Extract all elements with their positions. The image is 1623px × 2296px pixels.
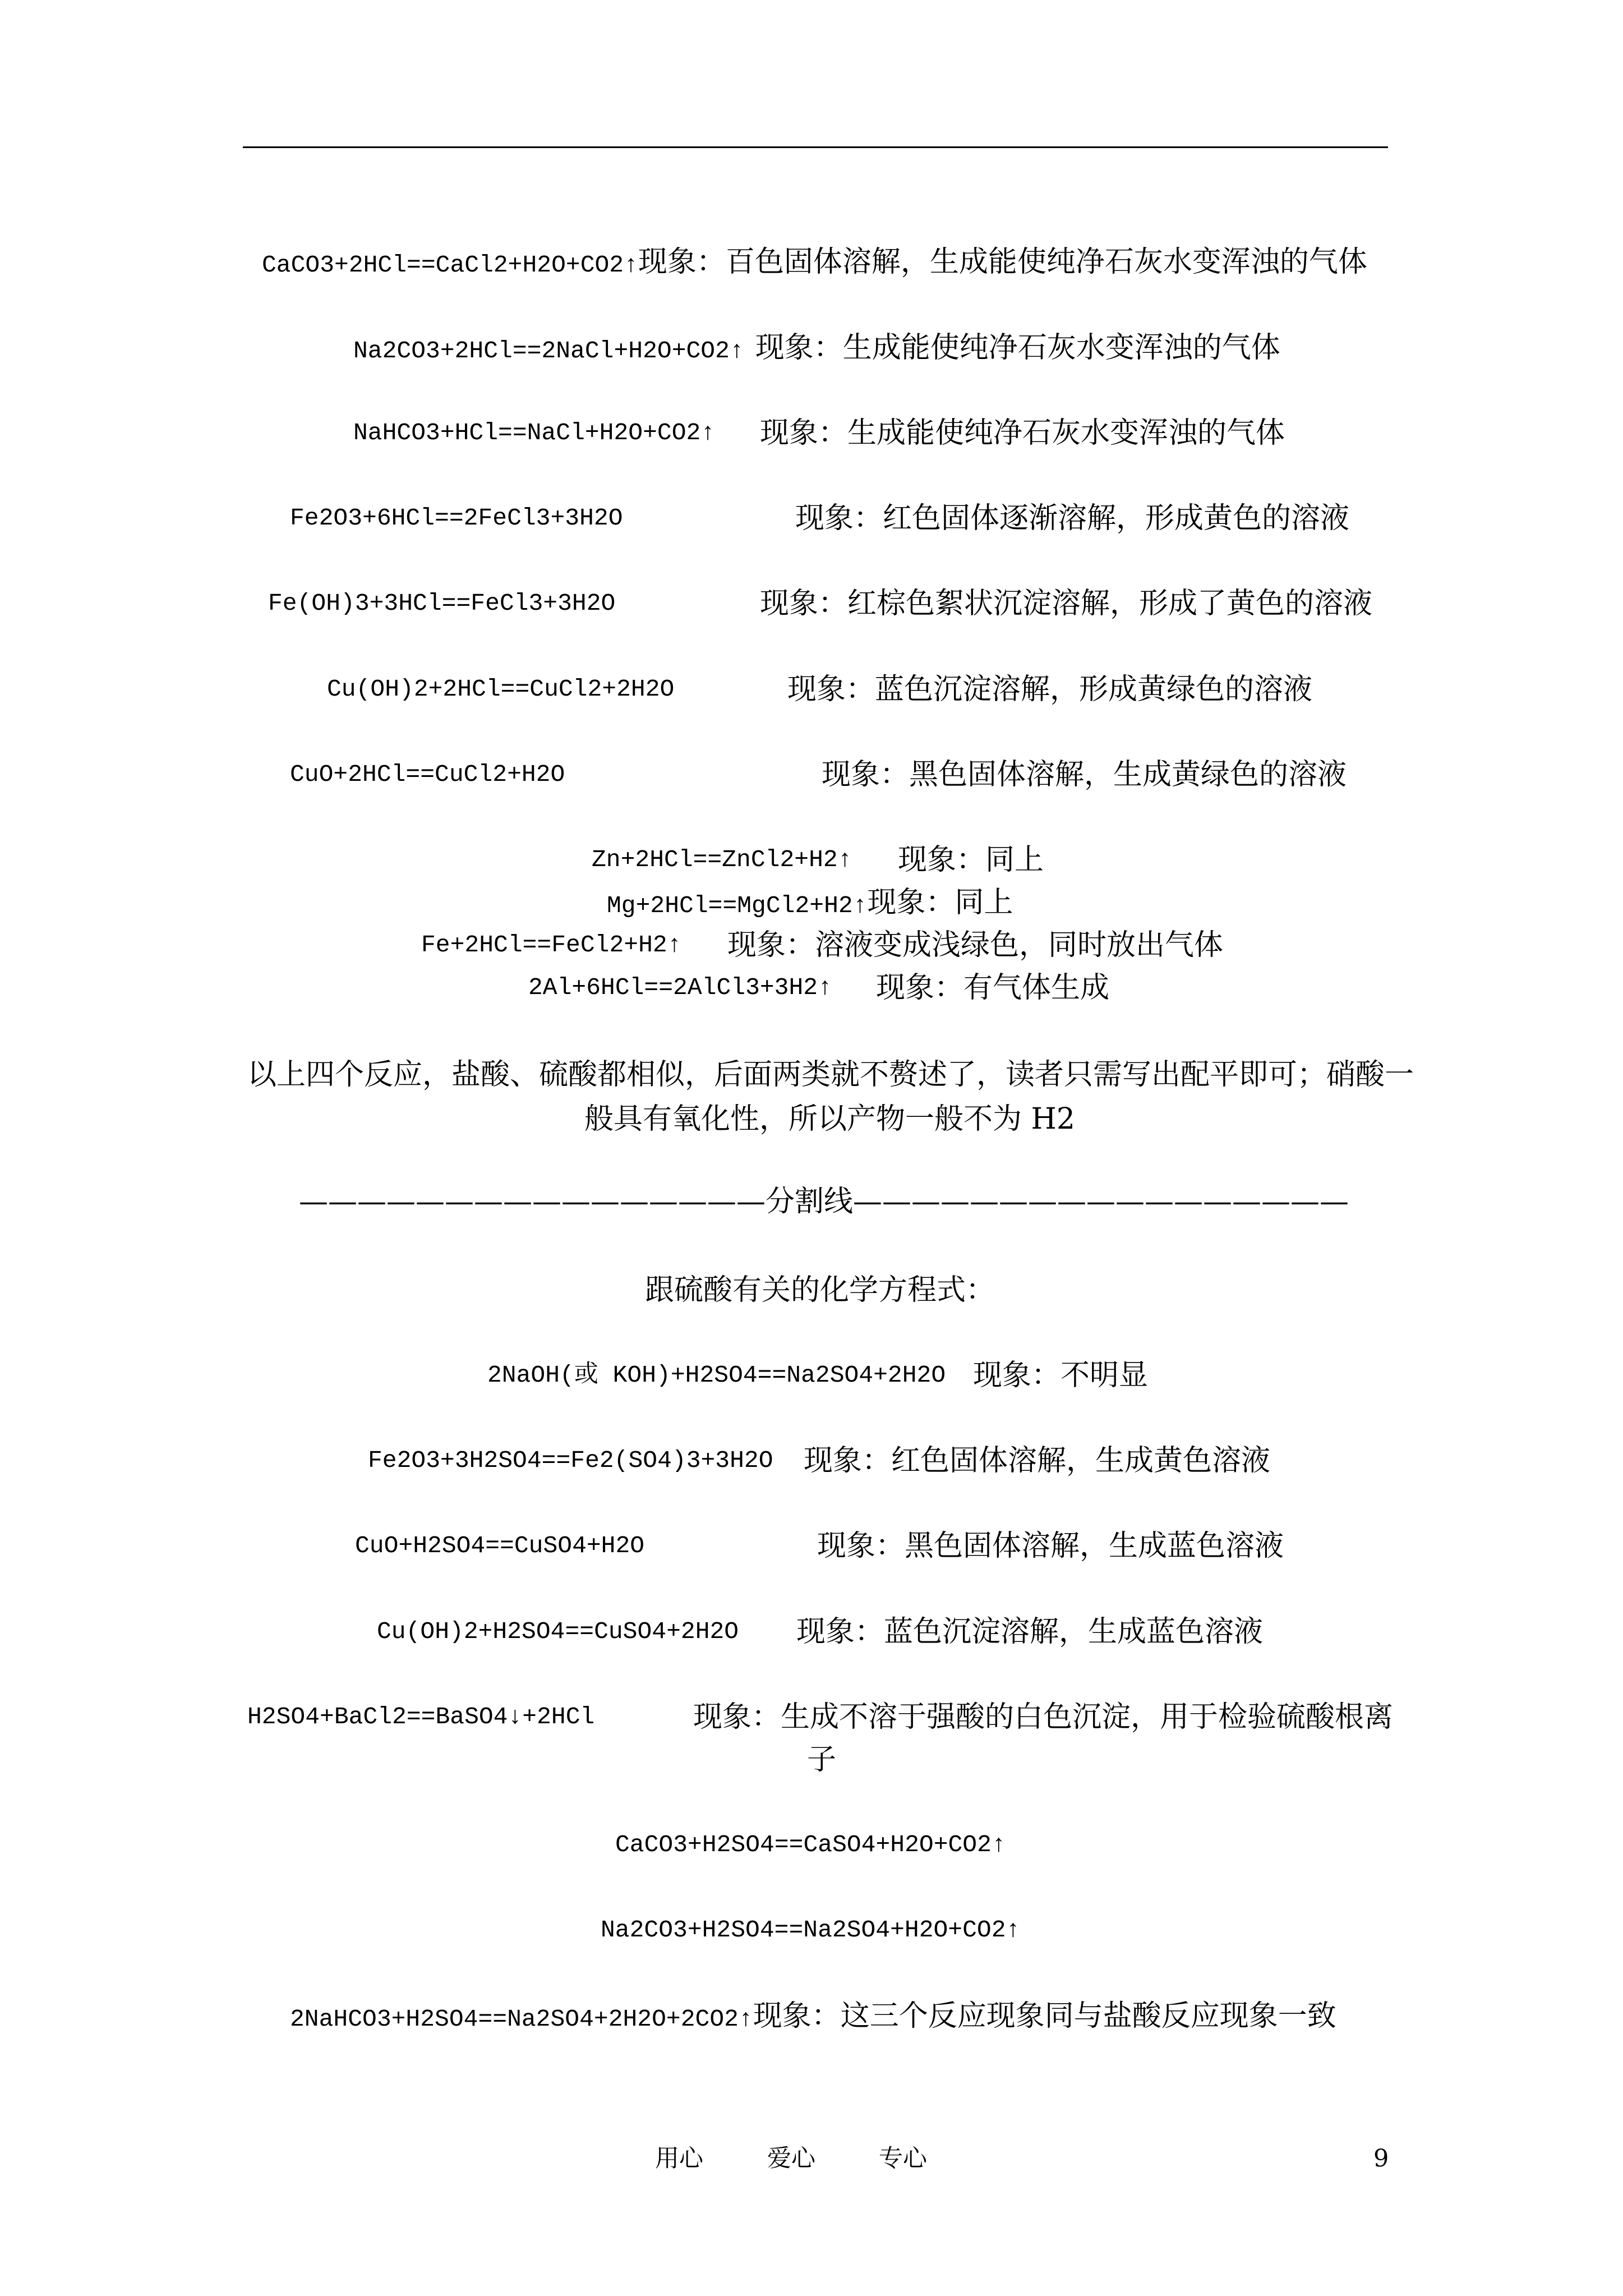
- h2so4-equation: 2NaOH(或 KOH)+H2SO4==Na2SO4+2H2O: [487, 1361, 946, 1389]
- h2so4-phenomenon: 现象：黑色固体溶解，生成蓝色溶液: [817, 1529, 1284, 1563]
- h2so4-equation: CuO+H2SO4==CuSO4+H2O: [355, 1532, 645, 1559]
- h2so4-equation: Cu(OH)2+H2SO4==CuSO4+2H2O: [377, 1618, 739, 1645]
- hcl-equation: Cu(OH)2+2HCl==CuCl2+2H2O: [327, 675, 675, 703]
- h2so4-equation: Fe2O3+3H2SO4==Fe2(SO4)3+3H2O: [368, 1447, 773, 1474]
- hcl-equation: CuO+2HCl==CuCl2+H2O: [290, 761, 565, 788]
- divider-text: ————————————————分割线—————————————————: [299, 1185, 1349, 1218]
- h2so4-phenomenon: 现象：这三个反应现象同与盐酸反应现象一致: [753, 1999, 1336, 2033]
- hcl-phenomenon: 现象：有气体生成: [876, 971, 1110, 1005]
- page-number: 9: [1373, 2145, 1389, 2173]
- hcl-phenomenon: 现象：百色固体溶解，生成能使纯净石灰水变浑浊的气体: [638, 245, 1367, 279]
- h2so4-phenomenon: 现象：不明显: [973, 1359, 1149, 1392]
- hcl-equation: CaCO3+2HCl==CaCl2+H2O+CO2↑: [262, 251, 638, 279]
- hcl-phenomenon: 现象：生成能使纯净石灰水变浑浊的气体: [760, 416, 1285, 450]
- note-line: 般具有氧化性，所以产物一般不为 H2: [584, 1102, 1075, 1136]
- h2so4-reaction-row: [290, 1999, 1336, 2033]
- hcl-phenomenon: 现象：红棕色絮状沉淀溶解，形成了黄色的溶液: [760, 587, 1373, 620]
- h2so4-equation: 2NaHCO3+H2SO4==Na2SO4+2H2O+2CO2↑: [290, 2005, 753, 2033]
- h2so4-equation: CaCO3+H2SO4==CaSO4+H2O+CO2↑: [615, 1831, 1006, 1858]
- footer-slogan: 专心: [879, 2145, 927, 2173]
- hcl-equation: Mg+2HCl==MgCl2+H2↑: [607, 892, 868, 919]
- hcl-equation: Na2CO3+2HCl==2NaCl+H2O+CO2↑: [353, 337, 744, 365]
- note-line: 以上四个反应，盐酸、硫酸都相似，后面两类就不赘述了，读者只需写出配平即可；硝酸一: [247, 1058, 1414, 1092]
- h2so4-phenomenon: 现象：蓝色沉淀溶解，生成蓝色溶液: [796, 1615, 1264, 1649]
- h2so4-phenomenon: 现象：生成不溶于强酸的白色沉淀，用于检验硫酸根离: [693, 1700, 1394, 1734]
- h2so4-phenomenon-continuation: 子: [807, 1743, 837, 1777]
- hcl-reaction-row: [607, 886, 1013, 919]
- hcl-reaction-row: [353, 331, 1280, 365]
- hcl-reaction-row: [262, 245, 1367, 279]
- hcl-equation: Fe2O3+6HCl==2FeCl3+3H2O: [290, 504, 623, 532]
- footer-slogan: 爱心: [767, 2145, 815, 2173]
- hcl-phenomenon: 现象：溶液变成浅绿色，同时放出气体: [727, 928, 1224, 962]
- hcl-phenomenon: 现象：蓝色沉淀溶解，形成黄绿色的溶液: [787, 673, 1313, 706]
- hcl-phenomenon: 现象：同上: [898, 843, 1044, 877]
- h2so4-equation: H2SO4+BaCl2==BaSO4↓+2HCl: [247, 1703, 595, 1731]
- h2so4-phenomenon: 现象：红色固体溶解，生成黄色溶液: [804, 1444, 1271, 1478]
- h2so4-equation: Na2CO3+H2SO4==Na2SO4+H2O+CO2↑: [601, 1916, 1021, 1944]
- hcl-phenomenon: 现象：同上: [867, 886, 1013, 919]
- hcl-equation: NaHCO3+HCl==NaCl+H2O+CO2↑: [353, 419, 716, 447]
- hcl-equation: Zn+2HCl==ZnCl2+H2↑: [592, 846, 852, 873]
- hcl-equation: 2Al+6HCl==2AlCl3+3H2↑: [528, 974, 832, 1001]
- hcl-phenomenon: 现象：黑色固体溶解，生成黄绿色的溶液: [822, 758, 1347, 792]
- hcl-equation: Fe(OH)3+3HCl==FeCl3+3H2O: [268, 590, 616, 617]
- hcl-phenomenon: 现象：红色固体逐渐溶解，形成黄色的溶液: [795, 501, 1350, 535]
- hcl-phenomenon: 现象：生成能使纯净石灰水变浑浊的气体: [755, 331, 1280, 365]
- hcl-equation: Fe+2HCl==FeCl2+H2↑: [421, 931, 682, 959]
- footer-slogan: 用心: [655, 2145, 703, 2173]
- section-heading: 跟硫酸有关的化学方程式：: [645, 1273, 995, 1307]
- header-rule: [243, 146, 1388, 148]
